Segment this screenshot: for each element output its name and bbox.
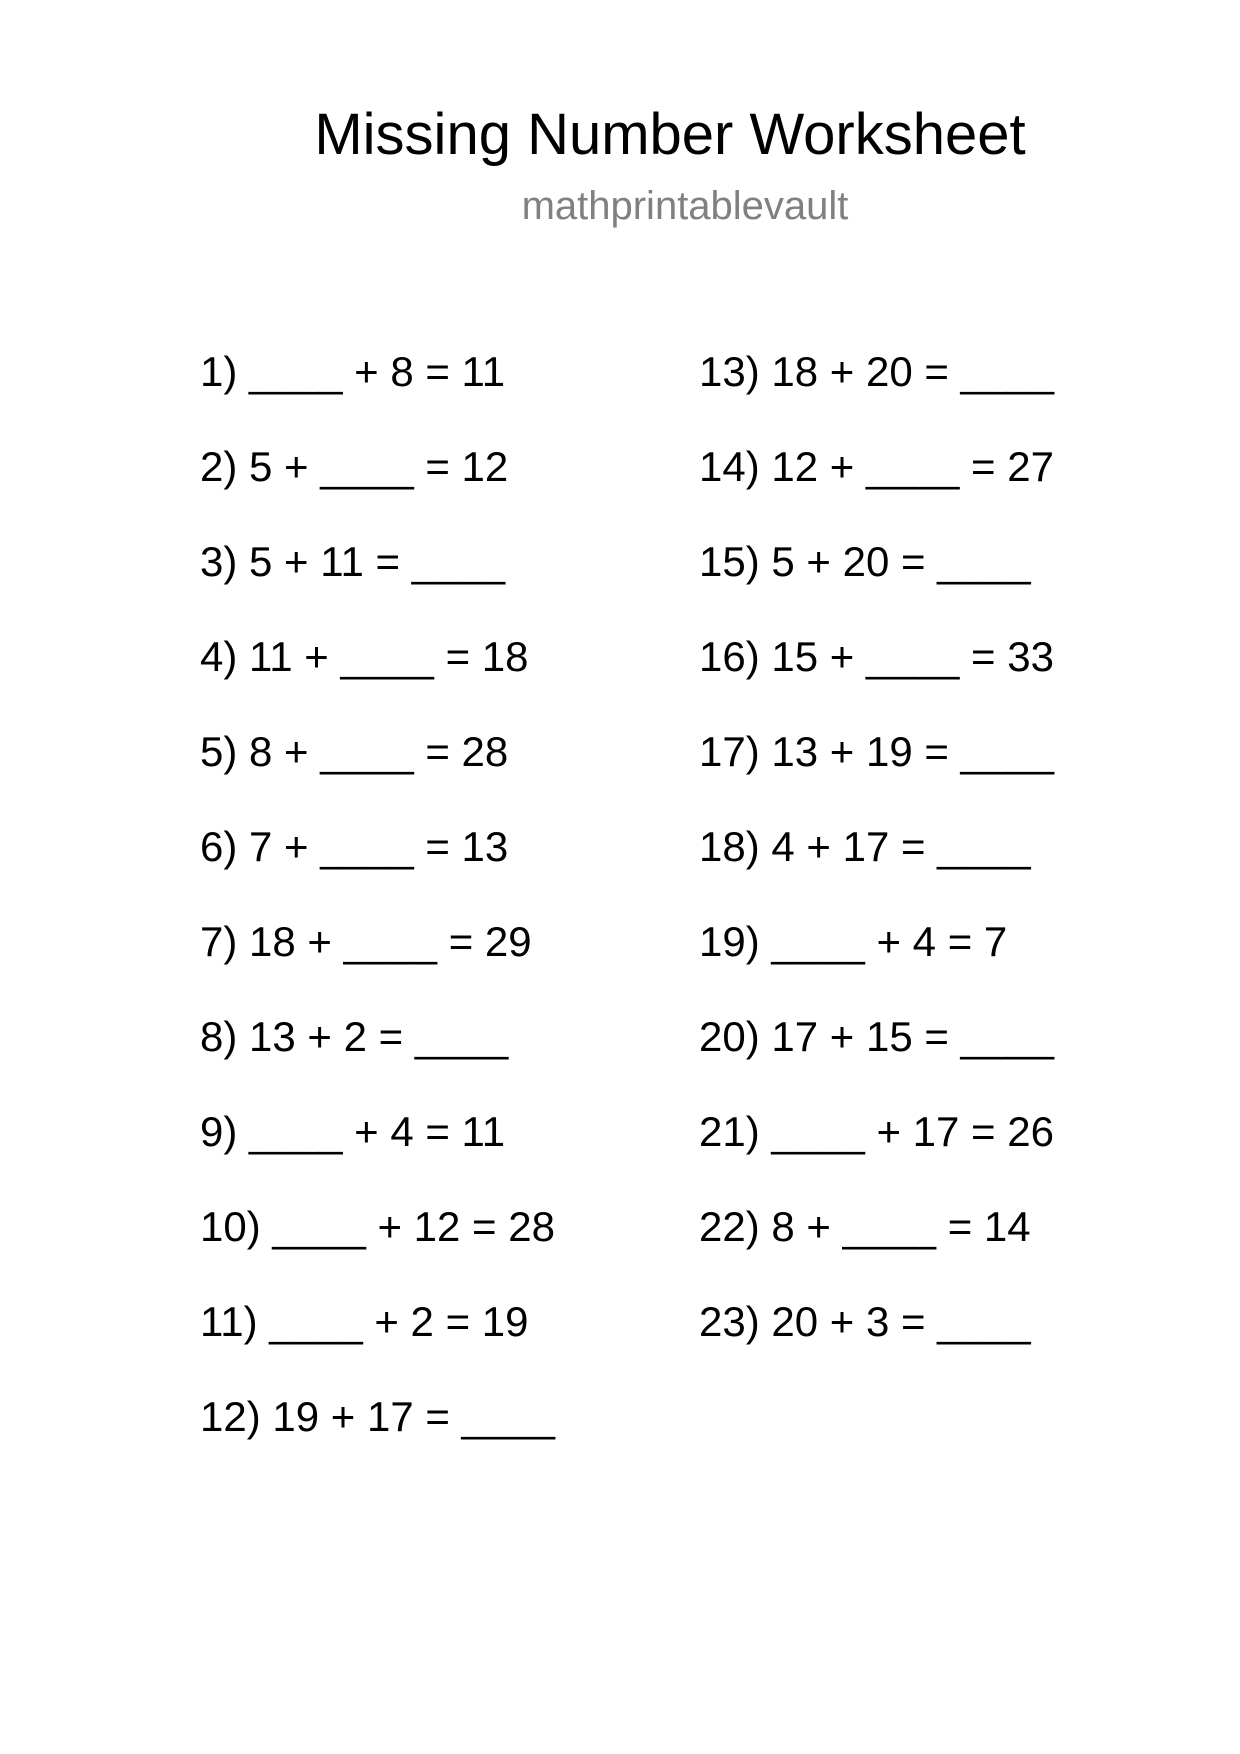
problem-item: 20) 17 + 15 = ____ — [699, 1013, 1054, 1060]
problem-item: 12) 19 + 17 = ____ — [200, 1393, 555, 1440]
problem-item: 6) 7 + ____ = 13 — [200, 823, 509, 870]
problem-item: 15) 5 + 20 = ____ — [699, 538, 1031, 585]
problem-item: 1) ____ + 8 = 11 — [200, 348, 506, 395]
problem-column-right — [699, 346, 1054, 1391]
problem-item: 11) ____ + 2 = 19 — [200, 1298, 529, 1345]
problem-item: 10) ____ + 12 = 28 — [200, 1203, 555, 1250]
problem-item: 9) ____ + 4 = 11 — [200, 1108, 506, 1155]
problem-item: 13) 18 + 20 = ____ — [699, 348, 1054, 395]
problem-item: 7) 18 + ____ = 29 — [200, 918, 532, 965]
problem-item: 5) 8 + ____ = 28 — [200, 728, 509, 775]
problem-column-left — [200, 346, 555, 1486]
problem-item: 8) 13 + 2 = ____ — [200, 1013, 509, 1060]
problem-item: 2) 5 + ____ = 12 — [200, 443, 509, 490]
problem-item: 3) 5 + 11 = ____ — [200, 538, 506, 585]
problem-item: 18) 4 + 17 = ____ — [699, 823, 1031, 870]
problem-item: 23) 20 + 3 = ____ — [699, 1298, 1031, 1345]
problem-item: 14) 12 + ____ = 27 — [699, 443, 1054, 490]
worksheet-title: Missing Number Worksheet — [314, 102, 1026, 167]
problem-item: 16) 15 + ____ = 33 — [699, 633, 1054, 680]
problem-item: 17) 13 + 19 = ____ — [699, 728, 1054, 775]
source-label: mathprintablevault — [521, 184, 849, 228]
problem-item: 19) ____ + 4 = 7 — [699, 918, 1008, 965]
problem-item: 4) 11 + ____ = 18 — [200, 633, 529, 680]
problem-item: 21) ____ + 17 = 26 — [699, 1108, 1054, 1155]
problem-item: 22) 8 + ____ = 14 — [699, 1203, 1031, 1250]
